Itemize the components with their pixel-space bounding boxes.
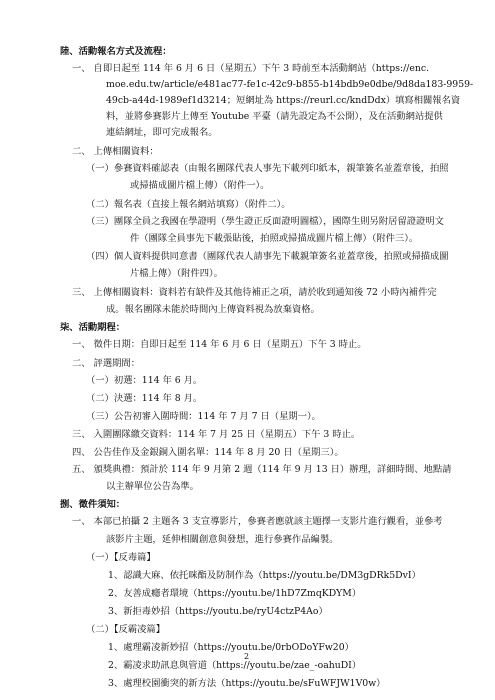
- anti-drug-video-3: 3、新拒毒妙招（https://youtu.be/ryU4ctzP4Ao）: [108, 606, 328, 617]
- item-6-2-2: （二）報名表（直接上報名網站填寫）（附件二）。: [86, 199, 291, 210]
- section-8-heading: 捌、徵件須知：: [60, 499, 126, 510]
- item-7-2: 二、 評選期間：: [72, 358, 141, 369]
- item-6-2-4-line1: （四）個人資料提供同意書（團隊代表人請事先下載親筆簽名並蓋章後，拍照或掃描成圖: [86, 251, 449, 262]
- item-7-2-1: （一）初選：114 年 6 月。: [86, 375, 203, 386]
- item-6-1-line4: 料，並將參賽影片上傳至 Youtube 平臺（請先設定為不公開），及在活動網站提供: [106, 111, 443, 122]
- anti-drug-video-2: 2、友善成癮者環境（https://youtu.be/1hD7ZmqKDYM）: [108, 588, 362, 599]
- item-6-2-1-line1: （一）參賽資料確認表（由報名團隊代表人事先下載列印紙本，親筆簽名並蓋章後，拍照: [86, 163, 449, 174]
- page-number: 2: [244, 652, 250, 661]
- anti-drug-heading: （一）【反毒篇】: [86, 552, 156, 563]
- item-6-3-line2: 成。報名團隊未能於時間內上傳資料視為放棄資格。: [106, 304, 320, 315]
- item-7-5-line1: 五、 頒獎典禮：預計於 114 年 9 月第 2 週（114 年 9 月 13 日）辦理，詳細時間、地點請: [72, 464, 452, 475]
- section-7-heading: 柒、活動期程：: [60, 322, 126, 333]
- item-6-2-3-line1: （三）團隊全員之我國在學證明（學生證正反面證明圖檔），國際生則另附居留證證明文: [86, 216, 444, 227]
- item-6-3-line1: 三、 上傳相關資料：資料若有缺件及其他待補正之項，請於收到通知後 72 小時內補件完: [72, 287, 437, 298]
- item-7-2-2: （二）決選：114 年 8 月。: [86, 393, 203, 404]
- item-6-2-1-line2: 或掃描成圖片檔上傳）（附件一）。: [130, 180, 270, 191]
- section-6-heading: 陸、活動報名方式及流程：: [60, 46, 172, 57]
- item-6-2: 二、 上傳相關資料：: [72, 146, 159, 157]
- item-6-1-line5: 連結網址，即可完成報名。: [106, 127, 218, 138]
- anti-drug-video-1: 1、認識大麻、依托咪酯及防制作為（https://youtu.be/DM3gDRk5DvI）: [108, 570, 421, 581]
- item-8-1-line1: 一、 本部已拍攝 2 主題各 3 支宣導影片，參賽者應就該主題擇一支影片進行觀看，並參考: [72, 516, 443, 527]
- item-6-1-line1: 一、 自即日起至 114 年 6 月 6 日（星期五）下午 3 時前至本活動網站（https://enc.: [72, 63, 430, 74]
- item-6-1-line2: moe.edu.tw/article/e481ac77-fe1c-42c9-b855-b14bdb9e0dbe/9d8da183-9959-: [106, 79, 474, 90]
- item-8-1-line2: 該影片主題，延伸相關創意與發想，進行參賽作品編製。: [106, 534, 339, 545]
- item-7-4: 四、 公告佳作及金銀銅入圍名單：114 年 8 月 20 日（星期三）。: [72, 447, 344, 458]
- item-7-2-3: （三）公告初審入圍時間：114 年 7 月 7 日（星期一）。: [86, 411, 321, 422]
- anti-bullying-video-3: 3、處理校園衝突的新方法（https://youtu.be/sFuWFJW1V0w）: [108, 678, 386, 689]
- item-6-1-line3: 49cb-a44d-1989ef1d3214；短網址為 https://reurl.cc/kndDdx）填寫相關報名資: [106, 95, 461, 106]
- item-7-1: 一、 徵件日期：自即日起至 114 年 6 月 6 日（星期五）下午 3 時止。: [72, 339, 367, 350]
- item-6-2-3-line2: 件（團隊全員事先下載張貼後，拍照或掃描成圖片檔上傳）（附件三）。: [130, 233, 419, 244]
- anti-bullying-heading: （二）【反霸凌篇】: [86, 624, 166, 635]
- anti-bullying-video-2: 2、霸凌求助訊息與管道（https://youtu.be/zae_-oahuDI）: [108, 660, 362, 671]
- anti-bullying-video-1: 1、處理霸凌新妙招（https://youtu.be/0rbODoYFw20）: [108, 642, 354, 653]
- item-6-2-4-line2: 片檔上傳）（附件四）。: [130, 268, 223, 279]
- item-7-5-line2: 以主辦單位公告為準。: [106, 481, 199, 492]
- item-7-3: 三、 入圍團隊繳交資料：114 年 7 月 25 日（星期五）下午 3 時止。: [72, 429, 361, 440]
